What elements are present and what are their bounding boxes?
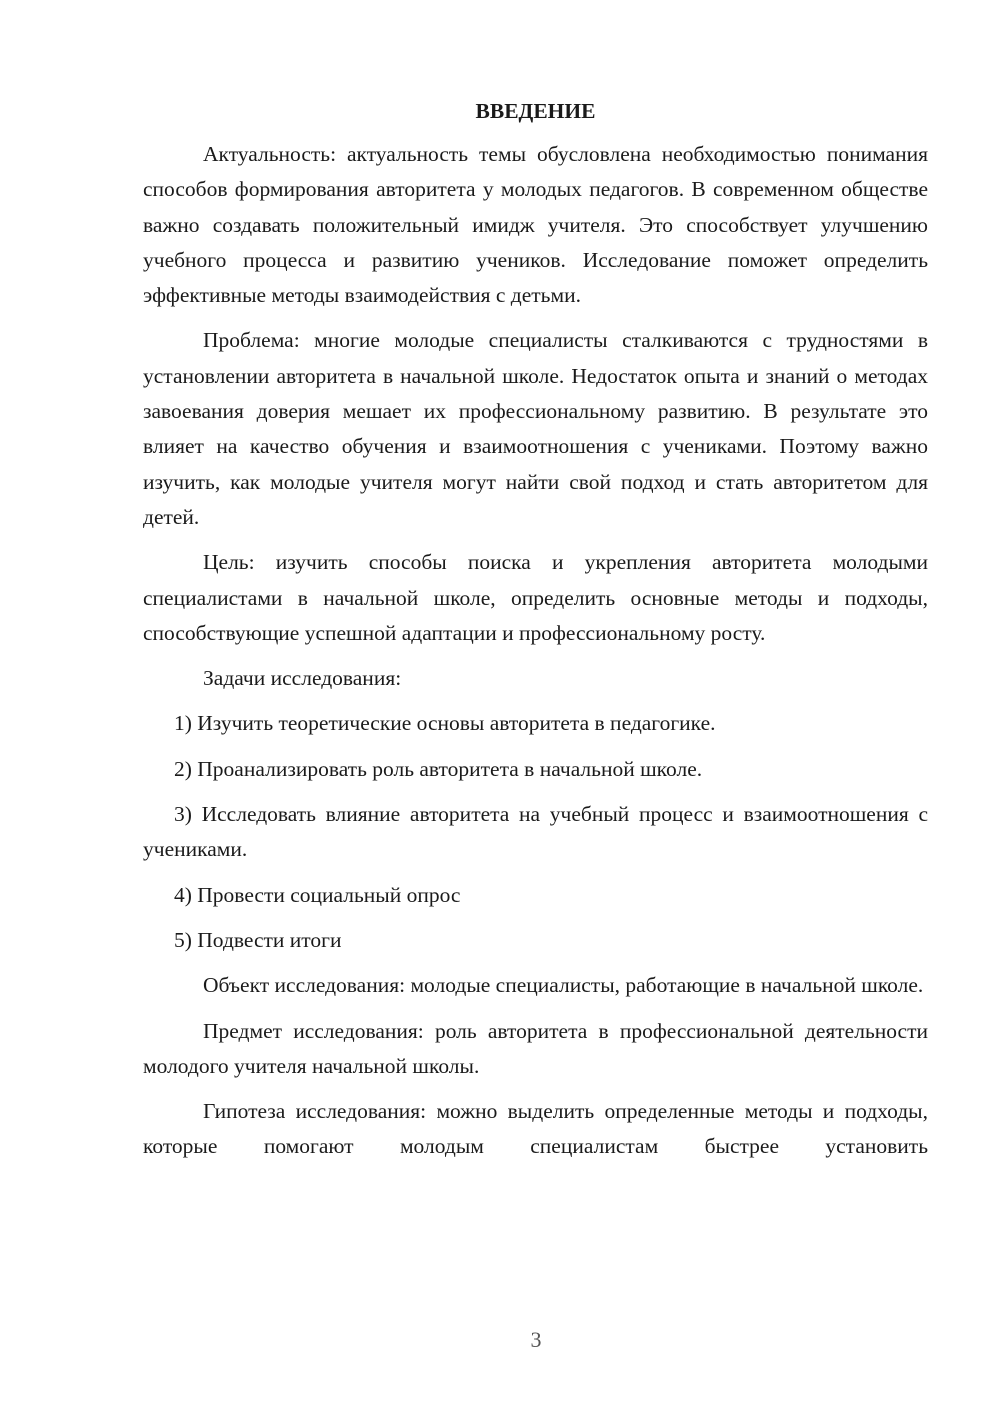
subject-paragraph: Предмет исследования: роль авторитета в профессиональной деятельности молодого учителя начальной школы. <box>143 1018 928 1078</box>
hypothesis-paragraph: Гипотеза исследования: можно выделить определенные методы и подходы, которые помогают молодым специалистам быстрее установить <box>143 1099 928 1159</box>
document-body <box>143 95 928 1165</box>
goal-paragraph: Цель: изучить способы поиска и укрепления авторитета молодыми специалистами в начальной школе, определить основные методы и подходы, способствующие успешной адаптации и профессиональному росту. <box>143 550 928 645</box>
tasks-heading: Задачи исследования: <box>203 666 402 691</box>
section-title: ВВЕДЕНИЕ <box>475 99 596 123</box>
task-item: 3) Исследовать влияние авторитета на учебный процесс и взаимоотношения с учениками. <box>143 802 928 862</box>
page-number: 3 <box>530 1327 542 1352</box>
task-item: 2) Проанализировать роль авторитета в начальной школе. <box>174 756 703 781</box>
problem-paragraph: Проблема: многие молодые специалисты сталкиваются с трудностями в установлении авторитета в начальной школе. Недостаток опыта и знаний о методах завоевания доверия мешает их профессиональному развитию. В результате это влияет на качество обучения и взаимоотношения с учениками. Поэтому важно изучить, как молодые учителя могут найти свой подход и стать авторитетом для детей. <box>143 328 928 529</box>
task-item: 5) Подвести итоги <box>174 927 342 952</box>
tasks-list <box>143 706 928 958</box>
task-item: 4) Провести социальный опрос <box>174 882 461 907</box>
object-paragraph: Объект исследования: молодые специалисты, работающие в начальной школе. <box>203 973 924 998</box>
relevance-paragraph: Актуальность: актуальность темы обусловлена необходимостью понимания способов формирования авторитета у молодых педагогов. В современном обществе важно создавать положительный имидж учителя. Это способствует улучшению учебного процесса и развитию учеников. Исследование поможет определить эффективные методы взаимодействия с детьми. <box>143 142 928 308</box>
task-item: 1) Изучить теоретические основы авторитета в педагогике. <box>174 711 716 736</box>
